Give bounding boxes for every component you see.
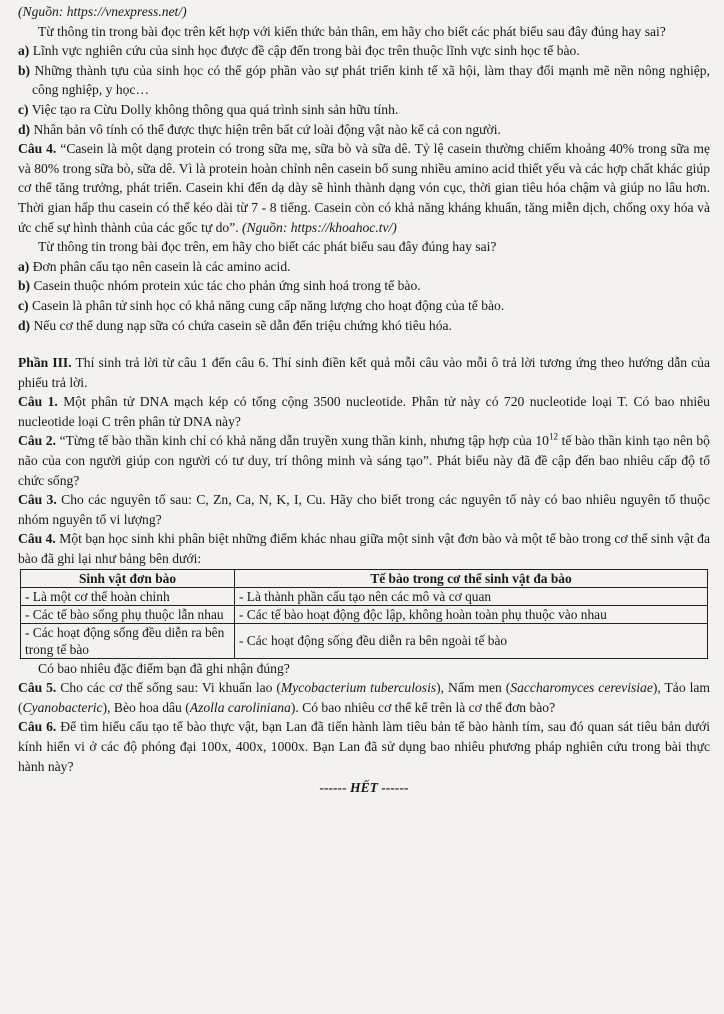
question-label: Câu 2. (18, 433, 56, 449)
question-text: ), Nấm men ( (436, 680, 511, 696)
statement-label: b) (18, 278, 31, 294)
source-vnexpress: (Nguồn: https://vnexpress.net/) (18, 4, 187, 19)
q4-statement-d (18, 316, 710, 336)
part3-question-3 (18, 490, 710, 529)
part-instructions: Thí sinh trả lời từ câu 1 đến câu 6. Thí sinh điền kết quả mỗi câu vào mỗi ô trả lời tương ứng theo hướng dẫn của phiếu trả lời. (18, 355, 711, 390)
table-question: Có bao nhiêu đặc điểm bạn đã ghi nhận đúng? (38, 660, 290, 676)
question-4-passage (18, 139, 710, 237)
table-cell: - Các tế bào hoạt động độc lập, không hoàn toàn phụ thuộc vào nhau (235, 605, 708, 623)
statement-label: a) (18, 258, 30, 274)
question-text: Một bạn học sinh khi phân biệt những điểm khác nhau giữa một sinh vật đơn bào và một tế bào trong cơ thể sinh vật đa bào đã ghi lại như bảng bên dưới: (18, 531, 710, 567)
statement-text: Nếu cơ thể dung nạp sữa có chứa casein sẽ dẫn đến triệu chứng khó tiêu hóa. (30, 317, 452, 333)
source-khoahoc: (Nguồn: https://khoahoc.tv/) (242, 219, 397, 235)
q4-statement-a (18, 257, 710, 277)
statement-text: Những thành tựu của sinh học có thể góp phần vào sự phát triển kinh tế xã hội, làm thay đổi mạnh mẽ nền nông nghiệp, công nghiệp, y học… (30, 62, 710, 98)
statement-label: a) (18, 43, 30, 59)
statement-text: Đơn phân cấu tạo nên casein là các amino acid. (29, 258, 291, 274)
species-name: Azolla caroliniana (189, 699, 291, 715)
part-3-heading (18, 353, 710, 392)
end-marker: ------ HẾT ------ (319, 780, 409, 796)
species-name: Cyanobacteric (22, 699, 103, 715)
table-cell: - Các hoạt động sống đều diễn ra bên trong tế bào (21, 623, 235, 658)
statement-label: d) (18, 121, 31, 137)
question-text: ), Tảo lam ( (18, 680, 710, 715)
table-header-row (21, 569, 708, 587)
intro-text-2: Từ thông tin trong bài đọc trên, em hãy cho biết các phát biểu sau đây đúng hay sai? (38, 239, 497, 255)
part3-question-5 (18, 678, 710, 717)
table-row (21, 605, 708, 623)
table-cell: - Là một cơ thể hoàn chỉnh (21, 587, 235, 605)
question-label: Câu 3. (18, 492, 57, 508)
table-header-cell: Tế bào trong cơ thể sinh vật đa bào (235, 569, 708, 587)
question-text: tế bào thần kinh tạo nên bộ não của con người giúp con người có tư duy, trí thông minh và sáng tạo”. Phát biểu này đã đề cập đến bao nhiêu cấp độ tổ chức sống? (18, 433, 710, 488)
statement-label: d) (18, 317, 31, 333)
question-label: Câu 4. (18, 141, 57, 157)
question-text: “Từng tế bào thần kinh chỉ có khả năng dẫn truyền xung thần kinh, nhưng tập hợp của 10 (55, 433, 549, 449)
question-label: Câu 5. (18, 680, 57, 696)
statement-label: c) (18, 297, 29, 313)
q4-statement-b (18, 276, 710, 296)
species-name: Mycobacterium tuberculosis (280, 680, 437, 696)
question-label: Câu 6. (18, 719, 57, 735)
question-text: ). Có bao nhiêu cơ thể kể trên là cơ thể đơn bào? (290, 699, 556, 715)
statement-text: Nhân bản vô tính có thể được thực hiện trên bất cứ loài động vật nào kể cả con người. (30, 121, 501, 137)
passage-text: “Casein là một dạng protein có trong sữa mẹ, sữa bò và sữa dê. Tỷ lệ casein thường chiếm khoảng 40% trong sữa mẹ và 80% trong sữa bò, sữa dê. Vì là protein hoàn chỉnh nên casein bổ sung nhiều amino acid thiết yếu và các hợp chất khác giúp cơ thể tăng trưởng, phát triển. Casein khi đến dạ dày sẽ hình thành dạng vón cục, thời gian tiêu hóa chậm và giúp no lâu hơn. Thời gian hấp thu casein có thể kéo dài từ 7 - 8 tiếng. Casein còn có khả năng kháng khuẩn, tăng miễn dịch, chống oxy hóa và ức chế sự hình thành của các gốc tự do”. (18, 141, 710, 235)
statement-c (18, 100, 710, 120)
table-cell: - Là thành phần cấu tạo nên các mô và cơ quan (235, 587, 708, 605)
question-text: Một phân tử DNA mạch kép có tổng cộng 3500 nucleotide. Phân tử này có 720 nucleotide loại T. Có bao nhiêu nucleotide loại C trên phân tử DNA này? (18, 394, 710, 429)
statement-b (18, 61, 710, 100)
statement-text: Việc tạo ra Cừu Dolly không thông qua quá trình sinh sản hữu tính. (28, 101, 399, 117)
question-text: Cho các cơ thể sống sau: Vi khuẩn lao ( (56, 680, 281, 696)
table-row (21, 587, 708, 605)
spacer (18, 335, 710, 353)
intro-text-1: Từ thông tin trong bài đọc trên kết hợp với kiến thức bản thân, em hãy cho biết các phát biểu sau đây đúng hay sai? (38, 23, 666, 39)
statement-label: c) (18, 101, 29, 117)
part3-question-2 (18, 431, 710, 490)
comparison-table (20, 569, 708, 659)
question-text: Cho các nguyên tố sau: C, Zn, Ca, N, K, I, Cu. Hãy cho biết trong các nguyên tố này có bao nhiêu nguyên tố thuộc nhóm nguyên tố vi lượng? (18, 492, 710, 527)
statement-label: b) (18, 62, 31, 78)
species-name: Saccharomyces cerevisiae (510, 680, 653, 696)
question-label: Câu 1. (18, 394, 58, 410)
statement-text: Casein là phân tử sinh học có khả năng cung cấp năng lượng cho hoạt động của tế bào. (28, 297, 505, 313)
part3-question-6 (18, 717, 710, 776)
exponent: 12 (548, 431, 558, 442)
statement-d (18, 120, 710, 140)
part3-question-4 (18, 529, 710, 568)
part3-question-1 (18, 392, 710, 431)
table-row (21, 623, 708, 658)
statement-text: Casein thuộc nhóm protein xúc tác cho phản ứng sinh hoá trong tế bào. (30, 278, 421, 294)
q4-statement-c (18, 296, 710, 316)
table-cell: - Các tế bào sống phụ thuộc lẫn nhau (21, 605, 235, 623)
question-label: Câu 4. (18, 531, 56, 547)
part-label: Phần III. (18, 355, 72, 371)
table-header-cell: Sinh vật đơn bào (21, 569, 235, 587)
statement-a (18, 41, 710, 61)
question-text: Để tìm hiểu cấu tạo tế bào thực vật, bạn Lan đã tiến hành làm tiêu bản tế bào hành tím, sau đó quan sát tiêu bản dưới kính hiển vi ở các độ phóng đại 100x, 400x, 1000x. Bạn Lan đã sử dụng bao nhiêu phương pháp nghiên cứu trong bài thực hành này? (18, 719, 710, 774)
table-cell: - Các hoạt động sống đều diễn ra bên ngoài tế bào (235, 623, 708, 658)
question-text: ), Bèo hoa dâu ( (102, 699, 190, 715)
statement-text: Lĩnh vực nghiên cứu của sinh học được đề cập đến trong bài đọc trên thuộc lĩnh vực sinh học tế bào. (29, 43, 580, 59)
